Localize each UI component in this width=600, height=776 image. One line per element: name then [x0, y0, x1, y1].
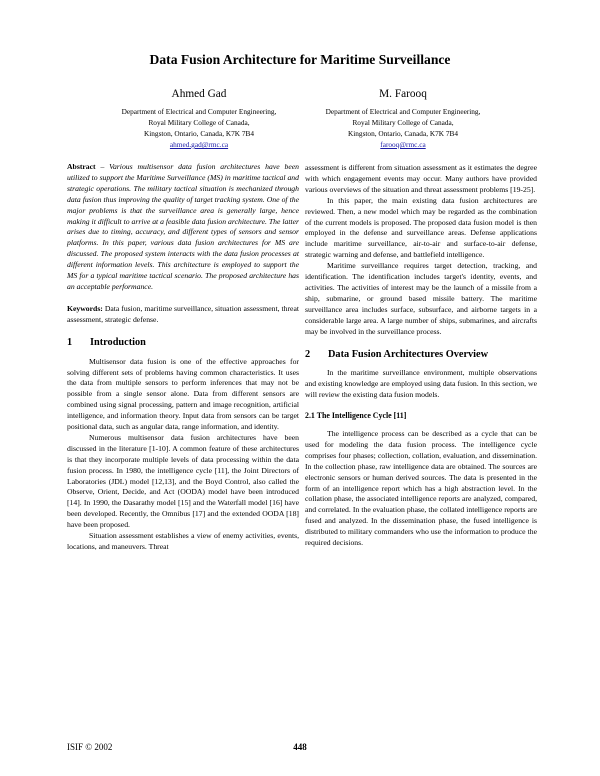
right-column — [305, 163, 537, 549]
affiliation-line: Kingston, Ontario, Canada, K7K 7B4 — [347, 129, 459, 138]
affiliation-line: Royal Military College of Canada, — [352, 118, 454, 127]
paragraph: assessment is different from situation assessment as it estimates the degree with which engagement events may occur. Many authors have provided various overviews of the situation and threat assessment problems [19-25]. — [305, 163, 537, 194]
paragraph: Maritime surveillance requires target detection, tracking, and identification. The identification includes target's identity, events, and activities. The activities of interest may be the launch of a missile from a ship, submarine, or ground based missile battery. The maritime surveillance area includes surface, subsurface, and airborne targets in a considerable large area. A large number of ships, submarines, and aircrafts may be involved in the surveillance process. — [305, 261, 537, 336]
paper-title: Data Fusion Architecture for Maritime Surveillance — [149, 52, 451, 67]
author-name: M. Farooq — [379, 88, 427, 100]
keywords-text: Data fusion, maritime surveillance, situation assessment, threat assessment, strategic defense. — [67, 303, 299, 324]
footer-copyright: ISIF © 2002 — [67, 742, 113, 752]
page-number: 448 — [293, 742, 307, 752]
affiliation-line: Department of Electrical and Computer Engineering, — [325, 107, 481, 116]
paragraph: Situation assessment establishes a view of enemy activities, events, locations, and maneuvers. Threat — [67, 531, 299, 551]
abstract — [67, 162, 299, 293]
author-email-link[interactable]: farooq@rmc.ca — [380, 140, 426, 149]
author-block-2 — [268, 88, 538, 150]
keywords — [67, 304, 299, 326]
author-email-link[interactable]: ahmed.gad@rmc.ca — [169, 140, 229, 149]
section-heading-overview — [305, 350, 537, 361]
section-heading-introduction — [67, 338, 299, 349]
author-name: Ahmed Gad — [171, 88, 227, 100]
keywords-label: Keywords: — [67, 303, 103, 313]
affiliation-line: Department of Electrical and Computer Engineering, — [121, 107, 277, 116]
paragraph: In this paper, the main existing data fusion architectures are reviewed. Then, a new model which may be regarded as the combination of the current models is proposed. The proposed data fusion model is then employed in the defense and surveillance areas. Defense applications include maritime surveillance, air-to-air and surface-to-air defense, strategic warning and defense, and battlefield intelligence. — [305, 195, 537, 260]
paragraph: Multisensor data fusion is one of the effective approaches for solving different sets of problems having common characteristics. It uses the data from multiple sensors to perform inferences that may not be possible from a single sensor alone. Data from different sensors are combined using signal processing, pattern and image recognition, artificial intelligence, and information theory. Input data from sensors can be target positional data, such as angular data, range information, and identity. — [67, 356, 299, 432]
section-title: Introduction — [90, 336, 146, 348]
section-number: 1 — [67, 336, 73, 348]
affiliation-line: Kingston, Ontario, Canada, K7K 7B4 — [143, 129, 255, 138]
section-title: Data Fusion Architectures Overview — [328, 348, 489, 360]
abstract-label: Abstract — [67, 162, 96, 171]
affiliation-line: Royal Military College of Canada, — [148, 118, 250, 127]
abstract-text: – Various multisensor data fusion architectures have been utilized to support the Maritime Surveillance (MS) in maritime tactical and strategic operations. The military tactical situation is mechanized through data fusion thus improving the quality of target tracking system. One of the major problems is that the surveillance area is generally large, hence making it difficult to arrive at a feasible data fusion architecture. The latter arises due to timing, accuracy, and different types of sensors and sensor platforms. In this paper, various data fusion architectures for MS are discussed. The proposed system interacts with the data fusion processes at different information levels. This architecture is employed to support the MS for a typical maritime tactical scenario. The proposed architecture has an acceptable performance. — [67, 162, 299, 291]
left-column — [67, 162, 299, 553]
author-affiliation — [268, 106, 538, 150]
paragraph: In the maritime surveillance environment, multiple observations and existing knowledge are employed using data fusion. In this section, we will review the existing data fusion models. — [305, 368, 537, 400]
section-number: 2 — [305, 348, 311, 360]
subsection-heading: 2.1 The Intelligence Cycle [11] — [305, 411, 407, 421]
paragraph: Numerous multisensor data fusion architectures have been discussed in the literature [1-10]. A common feature of these architectures is that they incorporate multiple levels of data processing within the data fusion process. In 1980, the intelligence cycle [11], the Joint Directors of Laboratories (JDL) model [12,13], and the Boyd Control, also called the Observe, Orient, Decide, and Act (OODA) model have been introduced [14]. In 1990, the Dasarathy model [15] and the Waterfall model [16] have been developed. Recently, the Omnibus [17] and the extended OODA [18] have been proposed. — [67, 432, 299, 530]
paragraph: The intelligence process can be described as a cycle that can be used for modeling the data fusion process. The intelligence cycle comprises four phases; collection, collation, evaluation, and dissemination. In the collection phase, raw intelligence data are obtained. The sources are electronic sensors or human derived sources. The data is presented in the form of an intelligence report which has a high abstraction level. In the collation phase, the associated intelligence reports are analyzed, compared, and correlated. In the evaluation phase, the collated intelligence reports are fused and analyzed. In the dissemination phase, the fused intelligence is distributed to military commanders who use the information to produce the required decisions. — [305, 429, 537, 548]
